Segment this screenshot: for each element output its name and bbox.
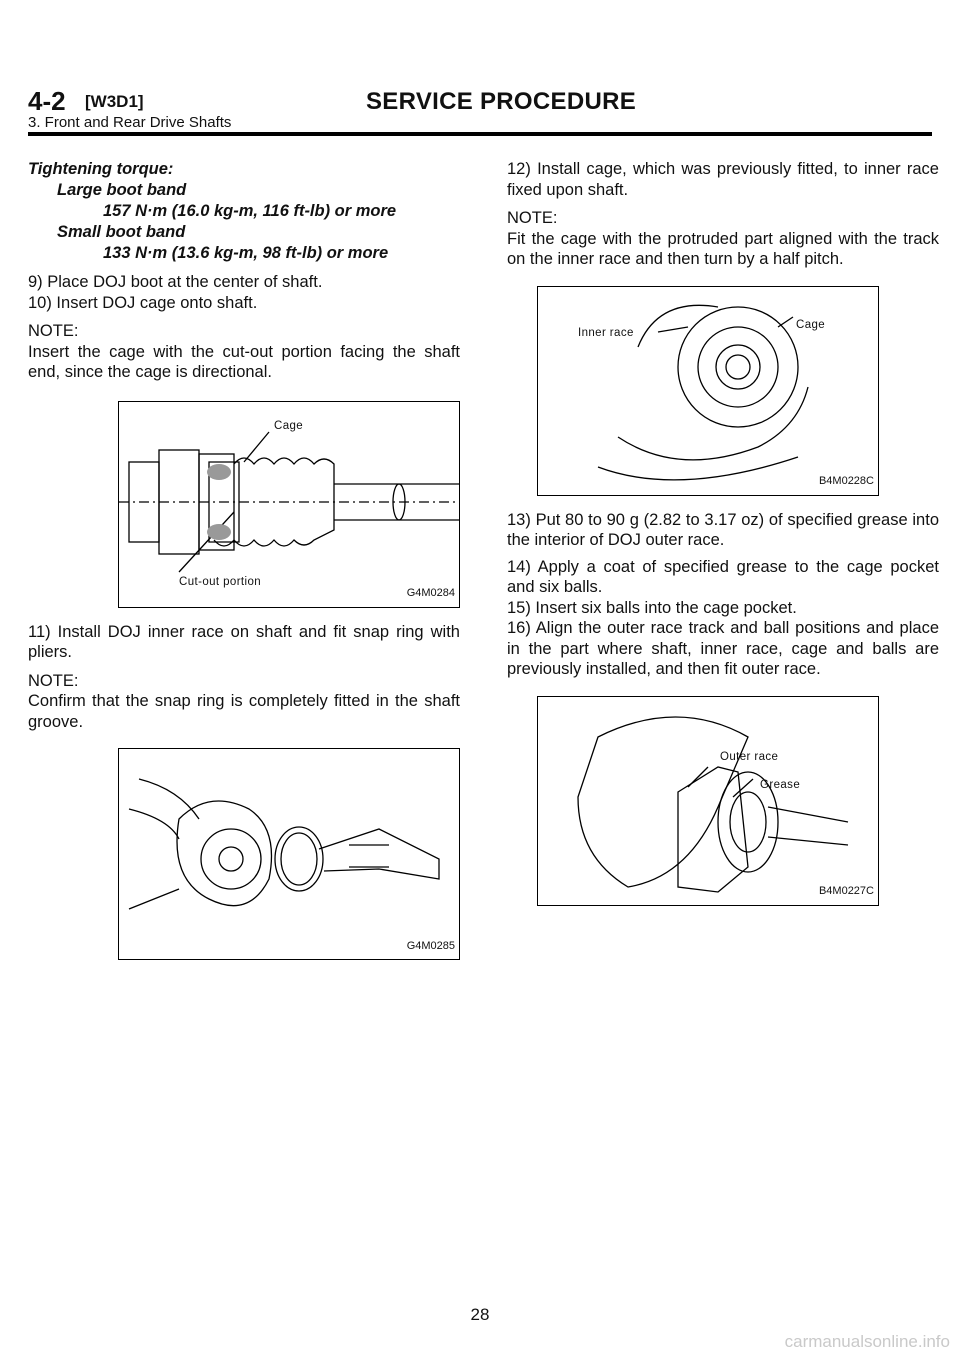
torque-item2-value: 133 N·m (13.6 kg-m, 98 ft-lb) or more [103, 244, 389, 262]
torque-spec [28, 159, 460, 264]
torque-item1-value: 157 N·m (16.0 kg-m, 116 ft-lb) or more [103, 202, 397, 220]
torque-heading: Tightening torque: [28, 160, 174, 178]
note-3-title: NOTE: [507, 209, 558, 227]
step-11: 11) Install DOJ inner race on shaft and fit snap ring with pliers. [28, 622, 460, 661]
figure-cage-on-inner-race [537, 286, 879, 496]
note-2-text: Confirm that the snap ring is completely fitted in the shaft groove. [28, 692, 460, 731]
label-inner-race: Inner race [578, 326, 634, 339]
figure-code: G4M0285 [406, 939, 455, 952]
torque-item1-label: Large boot band [57, 181, 187, 199]
note-1-text: Insert the cage with the cut-out portion facing the shaft end, since the cage is directional. [28, 342, 460, 381]
figure-cage-insertion [118, 401, 460, 608]
left-column [28, 159, 460, 974]
figure-outer-race [537, 696, 879, 906]
step-15: 15) Insert six balls into the cage pocket. [507, 598, 797, 617]
page-title: SERVICE PROCEDURE [366, 88, 637, 115]
step-13: 13) Put 80 to 90 g (2.82 to 3.17 oz) of specified grease into the interior of DOJ outer race. [507, 510, 939, 549]
note-2-title: NOTE: [28, 671, 79, 690]
figure-code: B4M0228C [818, 475, 874, 487]
section-subtitle: 3. Front and Rear Drive Shafts [28, 114, 232, 131]
figure-snap-ring [118, 748, 460, 960]
header-rule [28, 132, 932, 136]
step-9: 9) Place DOJ boot at the center of shaft. [28, 273, 323, 291]
figure-code: B4M0227C [818, 885, 874, 897]
label-cut-out-portion: Cut-out portion [179, 575, 262, 588]
right-column [507, 159, 939, 920]
torque-item2-label: Small boot band [57, 223, 186, 241]
note-3-text: Fit the cage with the protruded part aligned with the track on the inner race and then turn by a half pitch. [507, 229, 939, 268]
note-1-title: NOTE: [28, 322, 79, 340]
snap-ring-illustration [119, 749, 459, 959]
figure-code: G4M0284 [406, 587, 455, 599]
label-cage: Cage [274, 419, 304, 432]
section-code: [W3D1] [85, 92, 144, 111]
step-12: 12) Install cage, which was previously fitted, to inner race fixed upon shaft. [507, 160, 939, 199]
watermark: carmanualsonline.info [784, 1332, 950, 1351]
label-outer-race: Outer race [720, 750, 779, 763]
label-cage: Cage [796, 318, 826, 331]
outer-race-illustration [538, 697, 878, 905]
cage-inner-race-illustration [538, 287, 878, 495]
page-number: 28 [470, 1305, 490, 1324]
label-grease: Grease [760, 778, 801, 791]
step-10: 10) Insert DOJ cage onto shaft. [28, 293, 258, 312]
section-number: 4-2 [28, 86, 66, 116]
page-header [28, 86, 932, 136]
step-16: 16) Align the outer race track and ball positions and place in the part where shaft, inner race, cage and balls are previously installed, and then fit outer race. [507, 619, 939, 678]
step-14: 14) Apply a coat of specified grease to the cage pocket and six balls. [507, 557, 939, 596]
